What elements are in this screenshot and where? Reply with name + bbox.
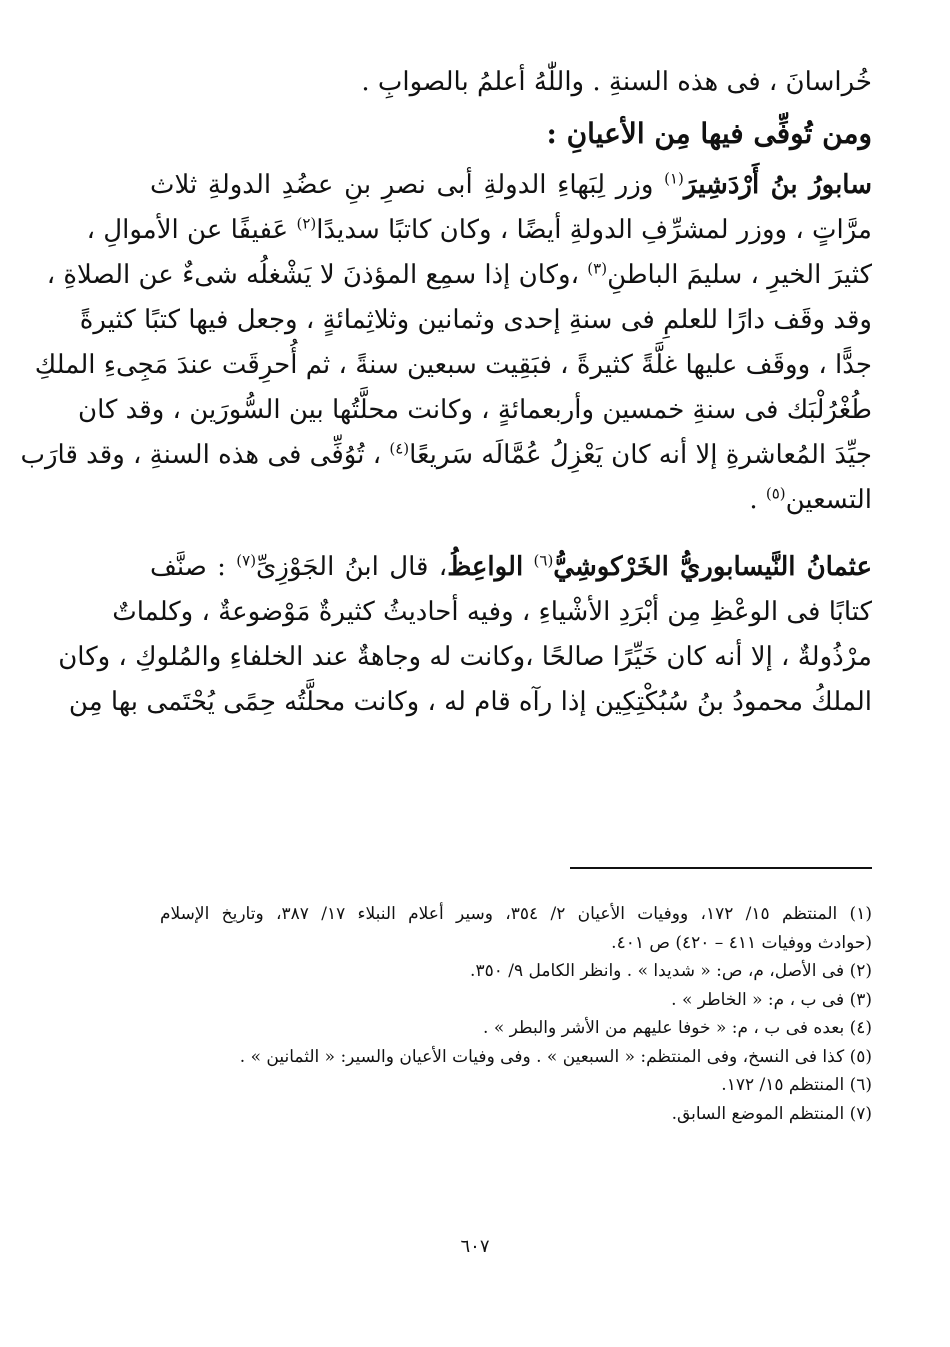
entry-line: وقد وقَف دارًا للعلمِ فى سنةِ إحدى وثمانين وثلاثِمائةٍ ، وجعل فيها كتبًا كثيرةً	[79, 305, 872, 335]
footnote: (حوادث ووفيات ٤١١ – ٤٢٠) ص ٤٠١.	[611, 932, 872, 953]
footnote: (٢) فى الأصل، م، ص: « شديدا » . وانظر الكامل ٩/ ٣٥٠.	[470, 961, 872, 981]
entry-uthman	[58, 545, 872, 725]
entry-line: الملكُ محمودُ بنُ سُبُكْتِكِين إذا رآه قام له ، وكانت محلَّتُه حِمًى يُحْتَمى بها مِن	[68, 687, 872, 717]
footnote-ref: (٤)	[389, 439, 410, 458]
entry-line: كتابًا فى الوعْظِ مِن أبْرَدِ الأشْياءِ ، وفيه أحاديثُ كثيرةٌ مَوْضوعةٌ ، وكلماتٌ	[112, 597, 872, 627]
footnote-ref: (٦)	[533, 551, 554, 570]
entry-name: عثمانُ النَّيسابوريُّ الخَرْكوشِيُّ	[553, 552, 872, 582]
footnote-ref: (٥)	[765, 484, 786, 503]
paragraph-gap	[150, 523, 872, 545]
footnote-ref: (١)	[664, 169, 684, 188]
footnote: (٣) فى ب ، م: « الخاطر » .	[671, 989, 872, 1010]
main-text	[20, 60, 873, 725]
entry-line: مرَّاتٍ ، ووزر لمشرِّفِ الدولةِ أيضًا ، وكان كاتبًا سديدًا$^{(٢)}$ عَفيفًا عن الأموالِ ،	[86, 214, 872, 245]
entry-sabur	[20, 163, 873, 523]
entry-line: مرْذُولةٌ ، إلا أنه كان خَيِّرًا صالحًا ،وكانت له وجاهةٌ عند الخلفاءِ والمُلوكِ ، وكان	[58, 642, 872, 672]
page-number: ٦٠٧	[460, 1236, 490, 1257]
entry-line: سابورُ بنُ أَرْدَشِيرَ$^{(١)}$ وزر لِبَهاءِ الدولةِ أبى نصرِ بنِ عضُدِ الدولةِ ثلاث	[150, 169, 873, 200]
footnote-ref: (٧)	[236, 551, 257, 570]
footnote: (٧) المنتظم الموضع السابق.	[671, 1103, 872, 1124]
footnotes	[160, 900, 872, 1128]
entry-line: جيِّدَ المُعاشرةِ إلا أنه كان يَعْزِلُ عُمَّالَه سَريعًا$^{(٤)}$ ، تُوُفِّى فى هذه السنةِ ، وقد قارَب	[20, 439, 872, 470]
entry-line: كثيرَ الخيرِ ، سليمَ الباطنِ$^{(٣)}$ ،وكان إذا سمِع المؤذنَ لا يَشْغلُه شىءٌ عن الصلاةِ ،	[46, 259, 872, 290]
entry-name: سابورُ بنُ أَرْدَشِيرَ	[683, 170, 873, 200]
footnote: (٦) المنتظم ١٥/ ١٧٢.	[721, 1075, 872, 1095]
footnote: (٤) بعده فى ب ، م: « خوفا عليهم من الأشر والبطر » .	[483, 1018, 872, 1038]
footnote-ref: (٣)	[587, 259, 608, 278]
section-heading: ومن تُوفِّى فيها مِن الأعيانِ :	[546, 117, 872, 150]
entry-line: التسعين$^{(٥)}$ .	[749, 484, 872, 515]
entry-line: جدًّا ، ووقَف عليها غلَّةً كثيرةً ، فبَقِيت سبعين سنةً ، ثم أُحرِقَت عندَ مَجِىءِ الملكِ	[34, 350, 872, 380]
footnote: (٥) كذا فى النسخ، وفى المنتظم: « السبعين » . وفى وفيات الأعيان والسير: « الثمانين » .	[239, 1046, 872, 1067]
entry-title: الواعِظُ	[447, 552, 524, 582]
entry-line: طُغْرُلْبَك فى سنةِ خمسين وأربعمائةٍ ، وكانت محلَّتُها بين السُّورَين ، وقد كان	[77, 395, 872, 425]
footnote-ref: (٢)	[296, 214, 317, 233]
entry-line: عثمانُ النَّيسابوريُّ الخَرْكوشِيُّ$^{(٦)}$ الواعِظُ، قال ابنُ الجَوْزِىِّ$^{(٧)}$ : صنَّف	[150, 551, 872, 582]
intro-line: خُراسانَ ، فى هذه السنةِ . واللّٰهُ أعلمُ بالصوابِ .	[361, 67, 872, 97]
footnote: (١) المنتظم ١٥/ ١٧٢، ووفيات الأعيان ٢/ ٣٥٤، وسير أعلام النبلاء ١٧/ ٣٨٧، وتاريخ الإسلام	[160, 904, 872, 924]
footnote-separator	[570, 867, 872, 869]
